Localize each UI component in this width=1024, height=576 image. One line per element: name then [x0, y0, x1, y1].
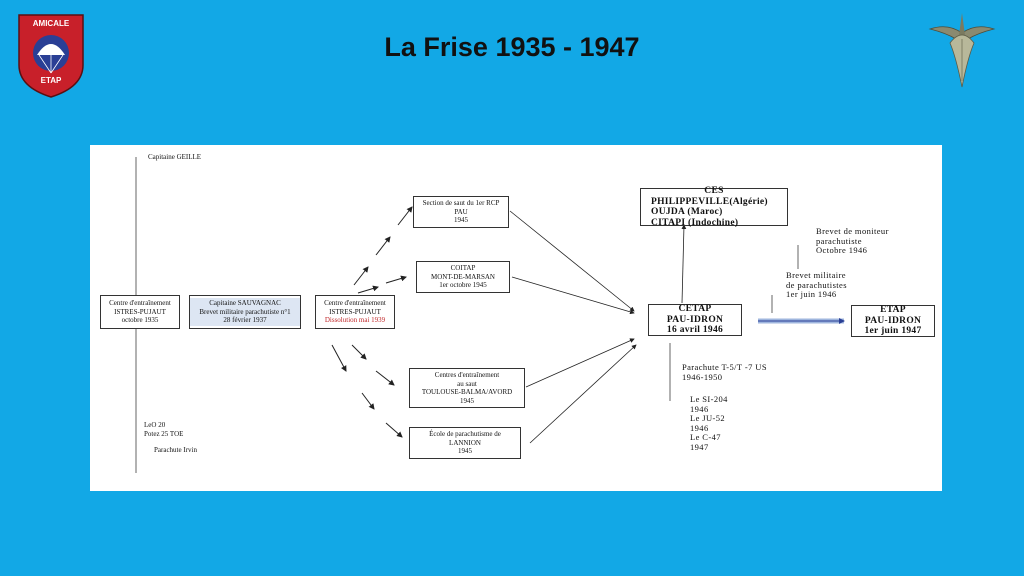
note-line: de parachutistes [786, 279, 847, 290]
box-cetap [648, 304, 742, 336]
box-line: 1945 [460, 396, 474, 405]
note-line: Octobre 1946 [816, 245, 868, 255]
box-line: Centre d'entraînement [109, 299, 171, 308]
note-brevet-moniteur [816, 227, 889, 256]
box-line: octobre 1935 [121, 316, 159, 325]
box-line: ISTRES-PUJAUT [114, 307, 166, 316]
parachutist-insignia-icon [928, 9, 996, 89]
box-line: École de parachutisme de [429, 430, 501, 439]
box-line: PAU-IDRON [864, 315, 922, 326]
note-line: 1946 [690, 403, 709, 414]
note-line: 1946-1950 [682, 371, 723, 382]
box-line: 1945 [458, 447, 472, 456]
logo-text-bottom: ETAP [40, 76, 62, 85]
amicale-etap-logo [17, 13, 85, 99]
note-line: Le SI-204 [690, 394, 728, 404]
box-line: 1er octobre 1945 [439, 281, 487, 290]
box-line: COITAP [450, 264, 476, 273]
box-centre-istres-1935 [100, 295, 180, 329]
box-line: PAU [454, 207, 468, 216]
box-line: Capitaine SAUVAGNAC [209, 299, 281, 308]
note-line: Brevet de moniteur [816, 226, 889, 236]
box-line: ETAP [880, 305, 906, 316]
page-title: La Frise 1935 - 1947 [384, 32, 640, 62]
box-line: 1945 [454, 216, 468, 225]
note-line: 1947 [690, 441, 709, 452]
note-capitaine-geille: Capitaine GEILLE [148, 153, 202, 161]
box-line: CES [704, 186, 724, 196]
dissolution-text: Dissolution mai 1939 [324, 316, 386, 325]
box-centre-istres-dissolution [315, 295, 395, 329]
box-coitap [416, 261, 510, 293]
note-aircraft-left [144, 421, 183, 439]
note-brevet-militaire [786, 271, 847, 300]
note-line: Le C-47 [690, 432, 721, 442]
logo-text-top: AMICALE [32, 19, 70, 28]
note-parachute-irvin: Parachute Irvin [154, 446, 197, 454]
note-line: Le JU-52 [690, 413, 726, 423]
box-line: 28 février 1937 [223, 316, 267, 325]
box-line: OUJDA (Maroc) [651, 207, 723, 217]
note-parachute-ts [682, 363, 767, 382]
box-etap [851, 305, 935, 337]
box-line: CETAP [678, 304, 712, 315]
box-line: CITAPI (Indochine) [651, 217, 739, 228]
note-aircraft-right [690, 395, 728, 452]
box-capitaine-sauvagnac [189, 295, 301, 329]
box-line: au saut [457, 379, 477, 388]
box-ecole-lannion [409, 427, 521, 459]
box-line: PHILIPPEVILLE(Algérie) [651, 196, 768, 207]
box-line: 1er juin 1947 [864, 326, 922, 337]
box-line: LANNION [449, 438, 481, 447]
note-line: Brevet militaire [786, 270, 846, 280]
box-line: Centre d'entraînement [324, 299, 386, 308]
box-line: ISTRES-PUJAUT [329, 307, 381, 316]
timeline-panel [90, 145, 942, 491]
box-line: Section de saut du 1er RCP [422, 199, 500, 208]
note-line: Potez 25 TOE [144, 430, 184, 438]
box-ces [640, 188, 788, 226]
box-line: MONT-DE-MARSAN [431, 272, 495, 281]
box-centres-toulouse [409, 368, 525, 408]
box-line: Brevet militaire parachutiste n°1 [199, 307, 291, 316]
note-line: parachutiste [816, 235, 862, 246]
box-line: PAU-IDRON [666, 314, 724, 325]
note-line: 1er juin 1946 [786, 289, 837, 299]
box-line: TOULOUSE-BALMA/AVORD [421, 388, 513, 396]
note-line: 1946 [690, 422, 709, 433]
box-section-saut-pau [413, 196, 509, 228]
note-line: LeO 20 [144, 421, 166, 429]
note-line: Parachute T-5/T -7 US [682, 362, 767, 372]
box-line: 16 avril 1946 [666, 325, 724, 336]
box-line: Centres d'entraînement [434, 371, 500, 379]
